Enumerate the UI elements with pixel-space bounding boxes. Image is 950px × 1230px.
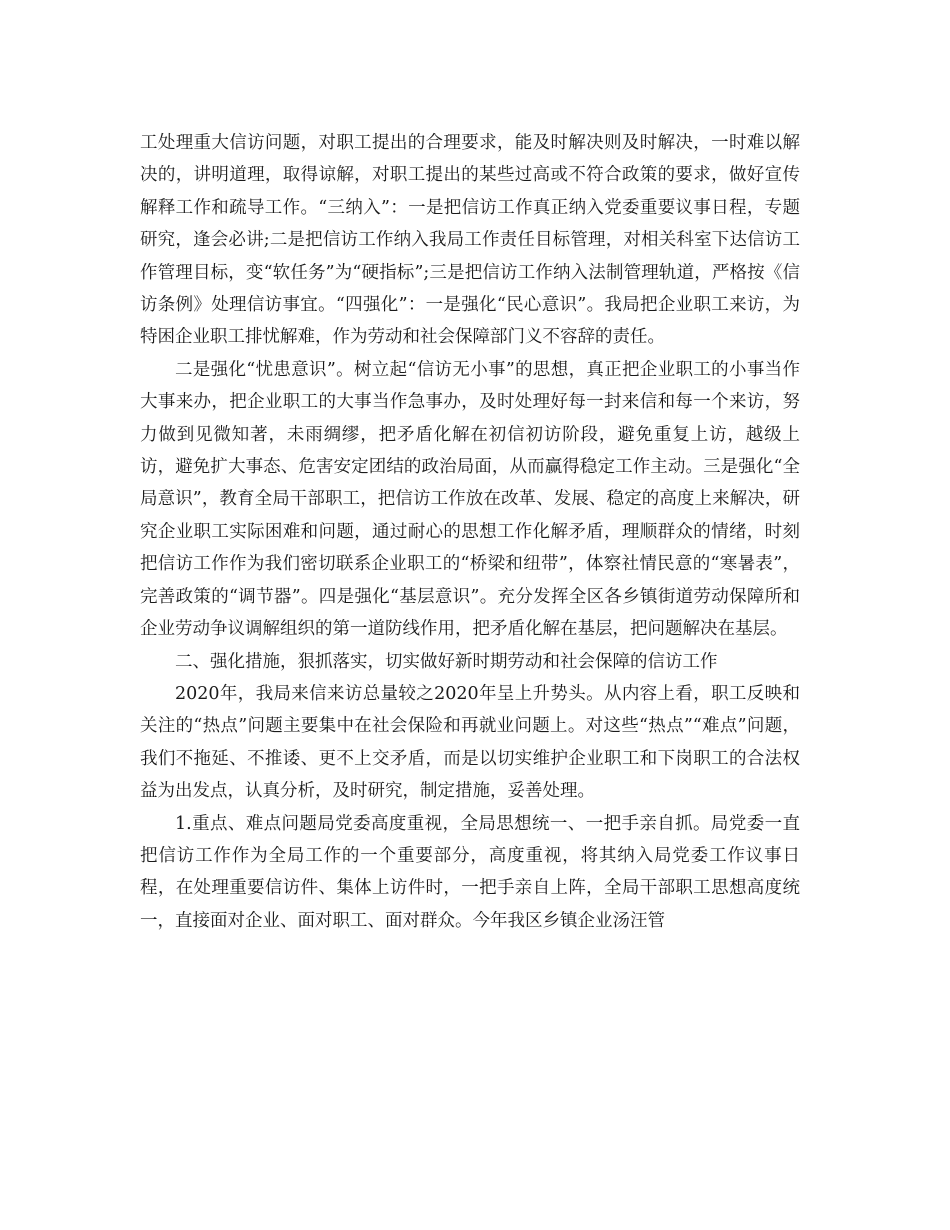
paragraph-2020-overview: 2020年，我局来信来访总量较之2020年呈上升势头。从内容上看，职工反映和关注的“热点”问题主要集中在社会保险和再就业问题上。对这些“热点”“难点”问题，我们不拖延、不推诿、更不上交矛盾，而是以切实维护企业职工和下岗职工的合法权益为出发点，认真分析，及时研究，制定措施，妥善处理。	[140, 683, 800, 802]
document-body	[140, 127, 800, 937]
paragraph-worry-awareness: 二是强化“忧患意识”。树立起“信访无小事”的思想，真正把企业职工的小事当作大事来办，把企业职工的大事当作急事办，及时处理好每一封来信和每一个来访，努力做到见微知著，未雨绸缪，把矛盾化解在初信初访阶段，避免重复上访，越级上访，避免扩大事态、危害安定团结的政治局面，从而赢得稳定工作主动。三是强化“全局意识”，教育全局干部职工，把信访工作放在改革、发展、稳定的高度上来解决，研究企业职工实际困难和问题，通过耐心的思想工作化解矛盾，理顺群众的情绪，时刻把信访工作作为我们密切联系企业职工的“桥梁和纽带”，体察社情民意的“寒暑表”，完善政策的“调节器”。四是强化“基层意识”。充分发挥全区各乡镇街道劳动保障所和企业劳动争议调解组织的第一道防线作用，把矛盾化解在基层，把问题解决在基层。	[140, 359, 800, 640]
section-heading: 二、强化措施，狠抓落实，切实做好新时期劳动和社会保障的信访工作	[175, 651, 718, 672]
paragraph-continuation: 工处理重大信访问题，对职工提出的合理要求，能及时解决则及时解决，一时难以解决的，讲明道理，取得谅解，对职工提出的某些过高或不符合政策的要求，做好宣传解释工作和疏导工作。“三纳入”：一是把信访工作真正纳入党委重要议事日程，专题研究，逢会必讲;二是把信访工作纳入我局工作责任目标管理，对相关科室下达信访工作管理目标，变“软任务”为“硬指标”;三是把信访工作纳入法制管理轨道，严格按《信访条例》处理信访事宜。“四强化”：一是强化“民心意识”。我局把企业职工来访，为特困企业职工排忧解难，作为劳动和社会保障部门义不容辞的责任。	[140, 133, 800, 348]
paragraph-point-1: 1.重点、难点问题局党委高度重视，全局思想统一、一把手亲自抓。局党委一直把信访工作作为全局工作的一个重要部分，高度重视，将其纳入局党委工作议事日程，在处理重要信访件、集体上访件时，一把手亲自上阵，全局干部职工思想高度统一，直接面对企业、面对职工、面对群众。今年我区乡镇企业汤汪管	[140, 813, 800, 931]
